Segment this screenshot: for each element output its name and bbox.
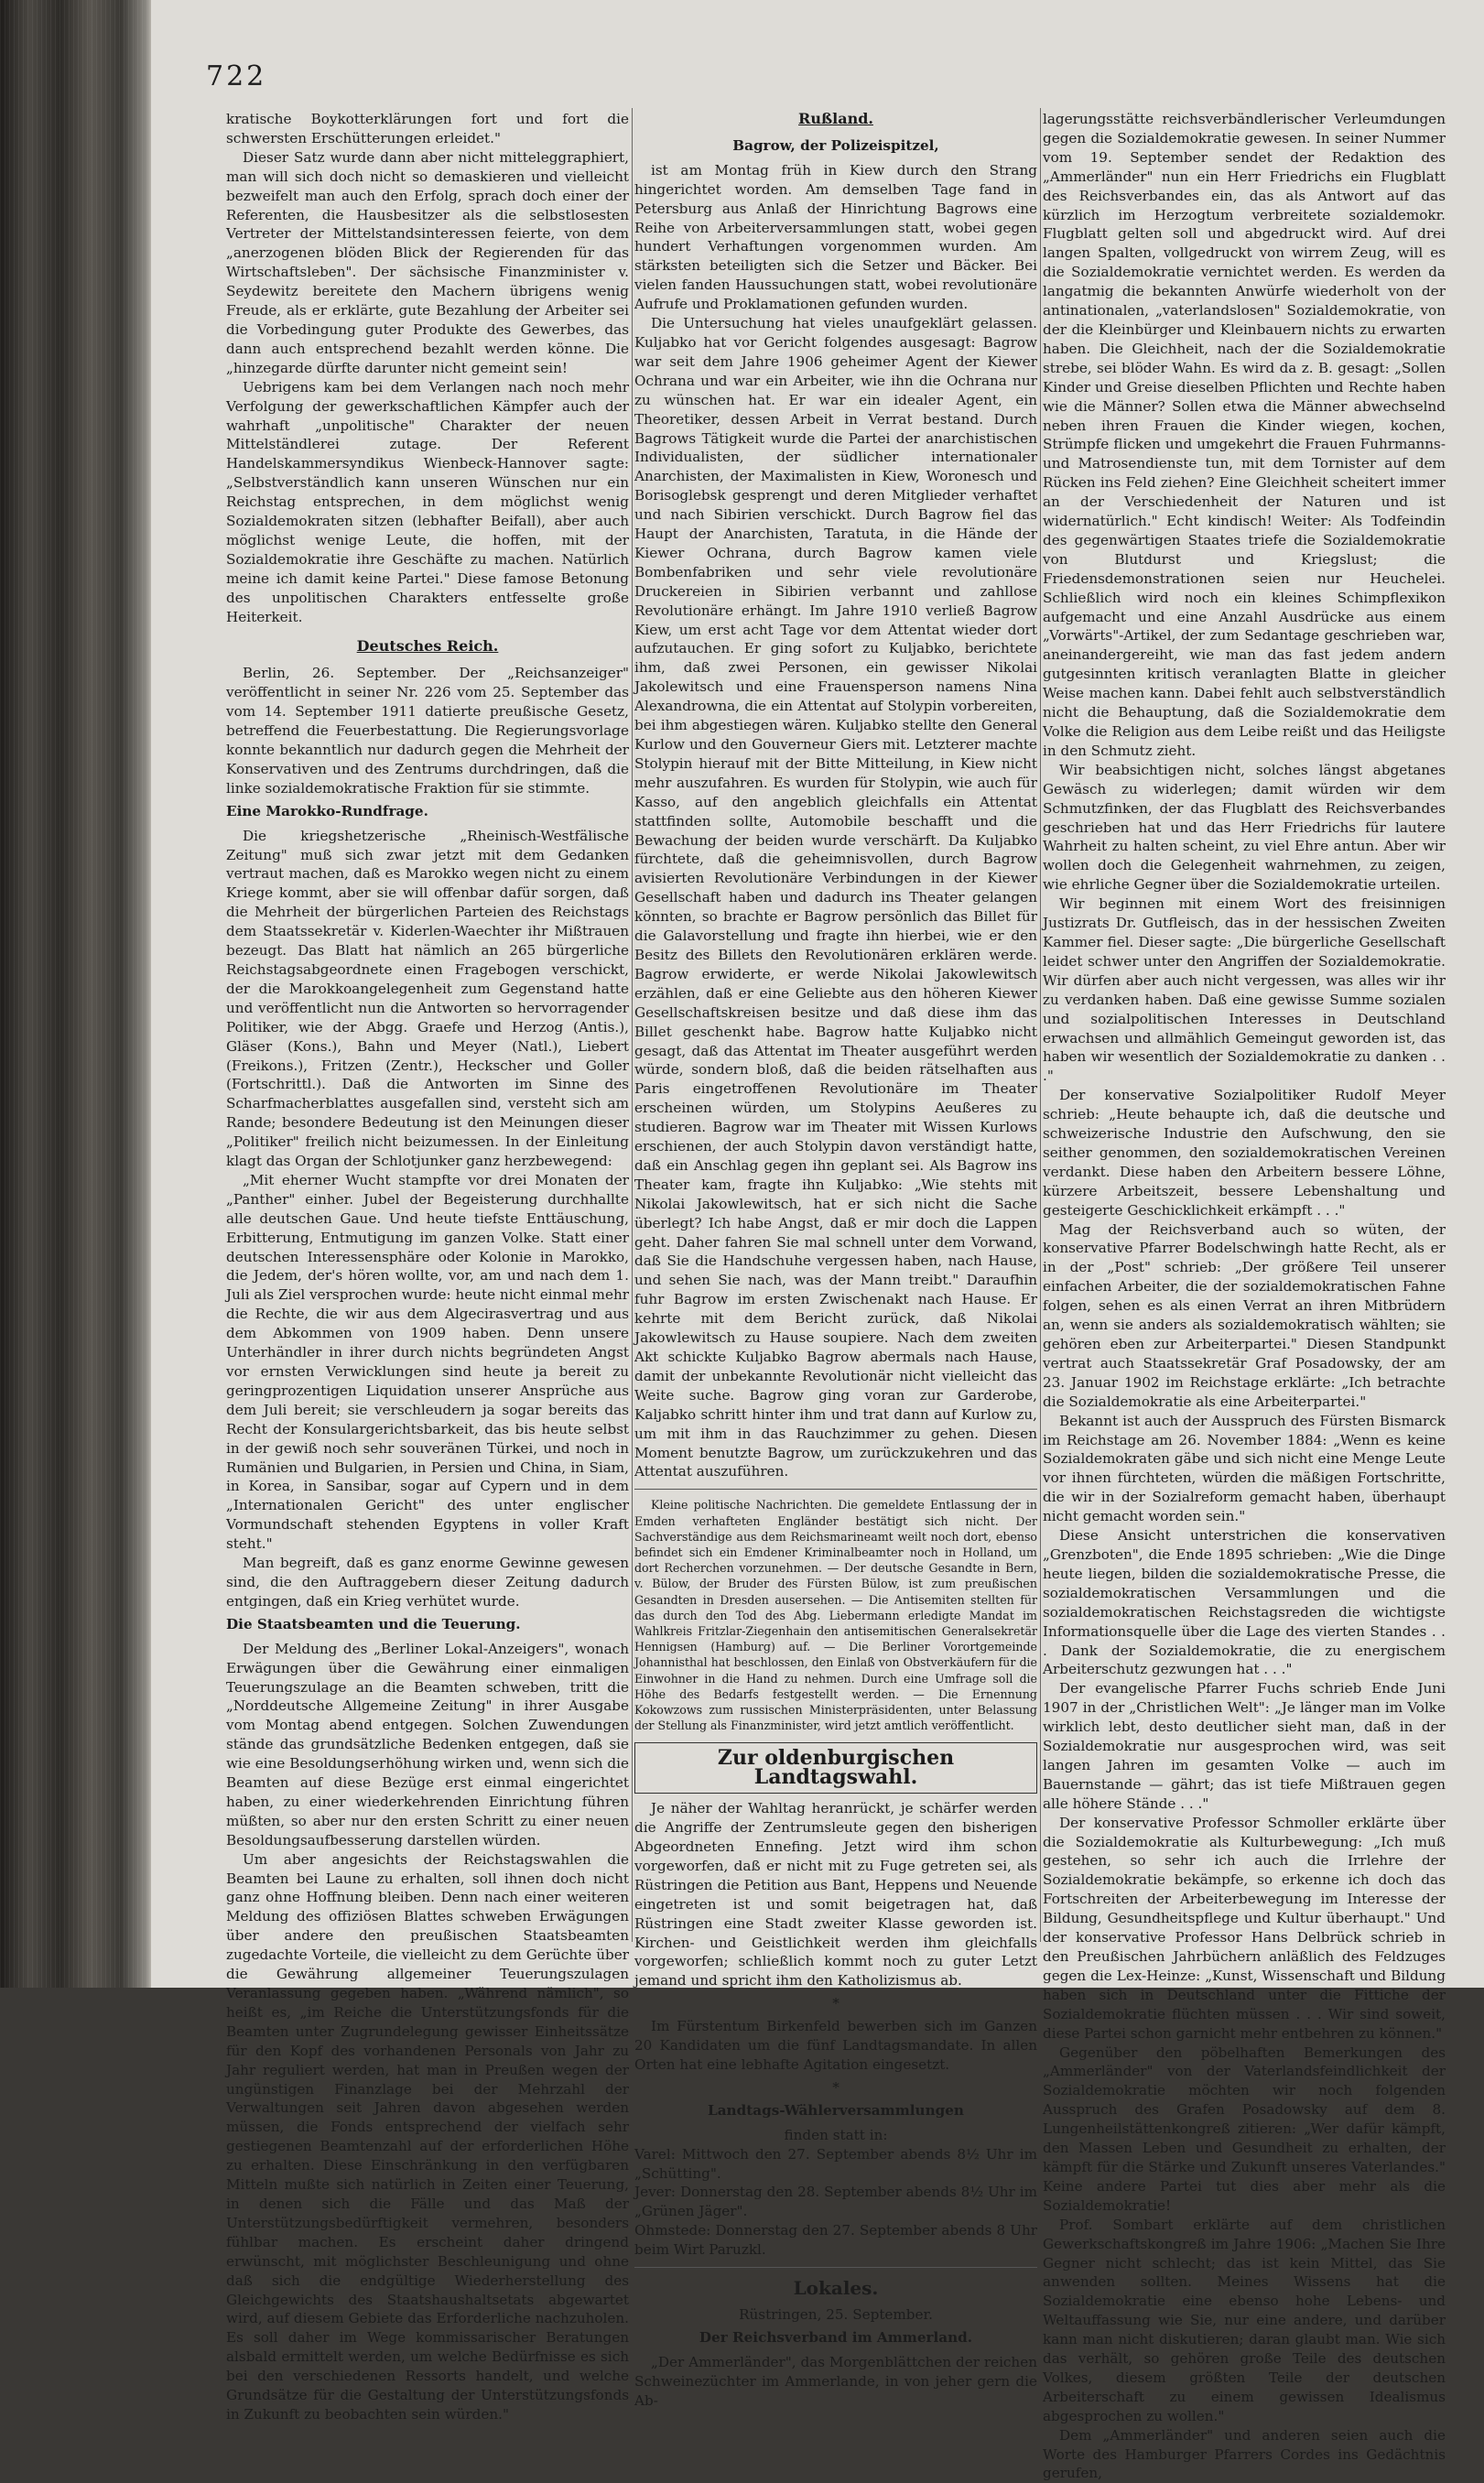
newspaper-page <box>151 0 1484 2482</box>
separator <box>634 2267 1037 2268</box>
small-news: Kleine politische Nachrichten. Die gemeldete Entlassung der in Emden verhafteten Engländer bestätigt sich nicht. Der Sachverständige aus dem Reichsmarineamt weilt noch dort, ebenso befindet sich ein Emdener Kriminalbeamter noch in Holland, um dort Recherchen vorzunehmen. — Der deutsche Gesandte in Bern, v. Bülow, der Bruder des Fürsten Bülow, ist zum preußischen Gesandten in Dresden ausersehen. — Die Antisemiten stellten für das durch den Tod des Abg. Liebermann erledigte Mandat im Wahlkreis Fritzlar-Ziegenhain den antisemitischen Generalsekretär Hennigsen (Hamburg) auf. — Die Berliner Vorortgemeinde Johannisthal hat beschlossen, den Einlaß von Obstverkäufern für die Einwohner in die Hand zu nehmen. Durch eine Umfrage soll die Höhe des Bedarfs festgestellt werden. — Die Ernennung Kokowzows zum russischen Ministerpräsidenten, unter Belassung der Stellung als Finanzminister, wird jetzt amtlich veröffentlicht. <box>634 1498 1037 1733</box>
paragraph: Dieser Satz wurde dann aber nicht mitteleggraphiert, man will sich doch nicht so demaskieren und vielleicht bezweifelt man auch den Erfolg, sprach doch einer der Referenten, die Hausbesitzer als die selbstlosesten Vertreter der Mittelstandsinteressen feierte, von dem „anerzogenen blöden Blick der Regierenden für das Wirtschaftsleben". Der sächsische Finanzminister v. Seydewitz bereitete den Machern übrigens wenig Freude, als er erklärte, gute Bezahlung der Arbeiter sei die Vorbedingung guter Produkte des Gewerbes, das dann auch entsprechend bezahlt werden könne. Die „hinzegarde dürfte darunter nicht gemeint sein! <box>226 148 629 376</box>
page-number: 722 <box>206 60 267 92</box>
paragraph: ist am Montag früh in Kiew durch den Strang hingerichtet worden. Am demselben Tage fand in Petersburg aus Anlaß der Hinrichtung Bagrows eine Reihe von Arbeiterversammlungen statt, wobei gegen hundert Verhaftungen vorgenommen wurden. Am stärksten beteiligten sich die Setzer und Bäcker. Bei vielen fanden Haussuchungen statt, wobei revolutionäre Aufrufe und Proklamationen gefunden wurden. <box>634 161 1037 313</box>
paragraph: Uebrigens kam bei dem Verlangen nach noch mehr Verfolgung der gewerkschaftlichen Kämpfer auch der wahrhaft „unpolitische" Charakter der neuen Mittelständlerei zutage. Der Referent Handelskammersyndikus Wienbeck-Hannover sagte: „Selbstverständlich kann unseren Wünschen nur ein Reichstag entsprechen, in dem möglichst wenig Sozialdemokraten sitzen (lebhafter Beifall), aber auch möglichst wenige Leute, die hoffen, mit der Sozialdemokratie ihre Geschäfte zu machen. Natürlich meine ich damit keine Partei." Diese famose Betonung des unpolitischen Charakters entfesselte große Heiterkeit. <box>226 378 629 625</box>
book-binding <box>0 0 151 1988</box>
meeting-entry: Varel: Mittwoch den 27. September abends 8½ Uhr im „Schütting". <box>634 2145 1037 2182</box>
dateline: Rüstringen, 25. September. <box>739 2305 933 2323</box>
separator <box>634 1489 1037 1490</box>
paragraph: Um aber angesichts der Reichstagswahlen die Beamten bei Laune zu erhalten, soll ihnen doch nicht ganz ohne Hoffnung bleiben. Denn nach einer weiteren Meldung des offiziösen Blattes schweben Erwägungen über andere den preußischen Staatsbeamten zugedachte Vorteile, die vielleicht zu dem Gerüchte über die Gewährung allgemeiner Teuerungszulagen Veranlassung gegeben haben. „Während nämlich", so heißt es, „im Reiche die Unterstützungsfonds für die Beamten unter Zugrundelegung gewisser Einheitssätze für den Kopf des vorhandenen Personals von Jahr zu Jahr reguliert werden, hat man in Preußen wegen der ungünstigen Finanzlage bei der Mehrzahl der Verwaltungen seit Jahren davon abgesehen werden müssen, die Fonds entsprechend der vielfach sehr gestiegenen Beamtenzahl auf der erforderlichen Höhe zu erhalten. Diese Einschränkung in den verfügbaren Mitteln mußte sich natürlich in Zeiten einer Teuerung, in denen sich die Fälle und das Maß der Unterstützungsbedürftigkeit vermehren, besonders fühlbar machen. Es erscheint daher dringend erwünscht, mit möglichster Beschleunigung und ohne daß sich die endgültige Wiederherstellung des Gleichgewichts des Staatshaushaltsetats abgewartet wird, auf diesem Gebiete das Erforderliche nachzuholen. Es soll daher im Wege kommissarischer Beratungen alsbald ermittelt werden, um welche Bedürfnisse es sich bei den verschiedenen Ressorts handelt, und welche Grundsätze für die Gestaltung der Unterstützungsfonds in Zukunft zu beobachten sein würden." <box>226 1850 629 2423</box>
quote-paragraph: „Mit eherner Wucht stampfte vor drei Monaten der „Panther" einher. Jubel der Begeisterung durchhallte alle deutschen Gaue. Und heute tiefste Enttäuschung, Erbitterung, Entmutigung im ganzen Volke. Statt einer deutschen Interessensphäre oder Kolonie in Marokko, die Jedem, der's hören wollte, vor, am und nach dem 1. Juli als Ziel versprochen wurde: heute nicht einmal mehr die Rechte, die wir aus dem Algecirasvertrag und aus dem Abkommen von 1909 haben. Denn unsere Unterhändler in ihrer durch nichts begründeten Angst vor ernsten Verwicklungen sind heute ja bereit zu geringprozentigen Liquidation unserer Ansprüche aus dem Juli bereit; sie verschleudern ja sogar bereits das Recht der Konsulargerichtsbarkeit, das bis heute selbst in der gewiß noch sehr souveränen Türkei, und noch in Rumänien und Bulgarien, in Persien und China, in Siam, in Korea, in Sansibar, sogar auf Cypern und in dem „Internationalen Gericht" des unter englischer Vormundschaft stehenden Egyptens in voller Kraft steht." <box>226 1171 629 1553</box>
paragraph: lagerungsstätte reichsverbändlerischer Verleumdungen gegen die Sozialdemokratie gewesen. In seiner Nummer vom 19. September sendet der Redaktion des „Ammerländer" nun ein Herr Friedrichs ein Flugblatt des Reichsverbandes ein, das als Antwort auf das kürzlich im Herzogtum verbreitete sozialdemokr. Flugblatt gelten soll und abgedruckt wird. Auf drei langen Spalten, vollgedruckt von wirrem Zeug, will es die Sozialdemokratie vernichtet werden. Es werden da langatmig die bekannten Anwürfe wiederholt von der antinationalen, „vaterlandslosen" Sozialdemokratie, von der die Kleinbürger und Kleinbauern nichts zu erwarten haben. Die Gleichheit, nach der die Sozialdemokratie strebe, sei blöder Wahn. Es wird da z. B. gesagt: „Sollen Kinder und Greise dieselben Pflichten und Rechte haben wie die Männer? Sollen etwa die Männer abwechselnd neben ihren Frauen die Kinder wiegen, kochen, Strümpfe flicken und umgekehrt die Frauen Fuhrmanns- und Matrosendienste tun, mit dem Tornister auf dem Rücken ins Feld ziehen? Eine Gleichheit scheitert immer an der Verschiedenheit der Naturen und ist widernatürlich." Echt kindisch! Weiter: Als Todfeindin des gegenwärtigen Staates triefe die Sozialdemokratie von Blutdurst und Kriegslust; die Friedensdemonstrationen seien nur Heuchelei. Schließlich wird noch ein kleines Schimpflexikon aufgemacht und eine Anzahl Ausdrücke aus einem „Vorwärts"-Artikel, der zum Sedantage geschrieben war, aneinandergereiht, wie man das fast jedem andern gutgesinnten kritisch veranlagten Blatte in gleicher Weise machen kann. Dabei fehlt auch selbstverständlich nicht die Behauptung, daß die Sozialdemokratie dem Volke die Religion aus dem Leibe reißt und das Heiligste in den Schmutz zieht. <box>1043 111 1446 759</box>
column-right <box>1043 110 1446 2482</box>
paragraph: Man begreift, daß es ganz enorme Gewinne gewesen sind, die den Auftraggebern dieser Zeitung dadurch entgingen, daß ein Krieg verhütet wurde. <box>226 1555 629 1610</box>
paragraph: Berlin, 26. September. Der „Reichsanzeiger" veröffentlicht in seiner Nr. 226 vom 25. September das vom 14. September 1911 datierte preußische Gesetz, betreffend die Feuerbestattung. Die Regierungsvorlage konnte bekanntlich nur dadurch gegen die Mehrheit der Konservativen und des Zentrums durchdringen, daß die linke sozialdemokratische Fraktion für sie stimmte. <box>226 665 629 797</box>
article-heading: Die Staatsbeamten und die Teuerung. <box>226 1615 521 1632</box>
paragraph: Die kriegshetzerische „Rheinisch-Westfälische Zeitung" muß sich zwar jetzt mit dem Gedanken vertraut machen, daß es Marokko wegen nicht zu einem Kriege kommt, aber sie will offenbar dafür sorgen, daß die Mehrheit der bürgerlichen Parteien des Reichstags dem Staatssekretär v. Kiderlen-Waechter ihr Mißtrauen bezeugt. Das Blatt hat nämlich an 265 bürgerliche Reichstagsabgeordnete einen Fragebogen verschickt, der die Marokkoangelegenheit zum Gegenstand hatte und veröffentlicht nun die Antworten so hervorragender Politiker, wie der Abgg. Graefe und Herzog (Antis.), Gläser (Kons.), Bahn und Meyer (Natl.), Liebert (Freikons.), Fritzen (Zentr.), Heckscher und Goller (Fortschrittl.). Daß die Antworten im Sinne des Scharfmacherblattes ausgefallen sind, versteht sich am Rande; besondere Bedeutung ist den Meinungen dieser „Politiker" freilich nicht beizumessen. In der Einleitung klagt das Organ der Schlotjunker ganz herzbewegend: <box>226 827 629 1170</box>
article-heading: Bagrow, der Polizeispitzel, <box>732 136 939 154</box>
paragraph: „Der Ammerländer", das Morgenblättchen der reichen Schweinezüchter im Ammerlande, in von jeher gern die Ab- <box>634 2353 1037 2409</box>
paragraph: Die Untersuchung hat vieles unaufgeklärt gelassen. Kuljabko hat vor Gericht folgendes ausgesagt: Bagrow war seit dem Jahre 1906 geheimer Agent der Kiewer Ochrana und war ein Arbeiter, wie ihn die Ochrana nur zu wünschen hat. Er war ein idealer Agent, ein Theoretiker, dessen Arbeit in Verrat bestand. Durch Bagrows Tätigkeit wurde die Partei der anarchistischen Individualisten, der südlicher internationaler Anarchisten, der Maximalisten in Kiew, Woronesch und Borisoglebsk gesprengt und deren Mitglieder verhaftet und nach Sibirien verschickt. Durch Bagrow fiel das Haupt der Anarchisten, Taratuta, in die Hände der Kiewer Ochrana, durch Bagrow kamen viele Bombenfabriken und sehr viele revolutionäre Druckereien in Sibirien verbannt und zahllose Revolutionäre erhängt. Im Jahre 1910 verließ Bagrow Kiew, um erst acht Tage vor dem Attentat wieder dort aufzutauchen. Er ging sofort zu Kuljabko, berichtete ihm, daß zwei Personen, ein gewisser Nikolai Jakolewitsch und eine Frauensperson namens Nina Alexandrowna, die ein Attentat auf Stolypin vorbereiten, bei ihm abgestiegen wären. Kuljabko stellte den General Kurlow und den Gouverneur Giers mit. Letzterer machte Stolypin hierauf mit der Bitte Mitteilung, in Kiew nicht mehr auszufahren. Es wurden für Stolypin, wie auch für Kasso, auf den angeblich gleichfalls ein Attentat stattfinden sollte, Automobile beschafft und die Bewachung der beiden wurde verschärft. Da Kuljabko fürchtete, daß die geheimnisvollen, durch Bagrow avisierten Revolutionäre Verbindungen in der Kiewer Gesellschaft haben und dadurch ins Theater gelangen könnten, so brachte er Bagrow persönlich das Billet für die Galavorstellung und fragte ihn hierbei, wie er den Besitz des Billets den Revolutionären erklären werde. Bagrow erwiderte, er werde Nikolai Jakowlewitsch erzählen, daß er eine Geliebte aus den höheren Kiewer Gesellschaftskreisen besitze und daß diese ihm das Billet geschenkt habe. Bagrow hatte Kuljabko nicht gesagt, daß das Attentat im Theater ausgeführt werden würde, sondern bloß, daß die beiden rätselhaften aus Paris eingetroffenen Revolutionäre im Theater erscheinen würden, um Stolypins Aeußeres zu studieren. Bagrow war im Theater mit Wissen Kurlows erschienen, der auch Stolypin davon verständigt hatte, daß ein Anschlag gegen ihn geplant sei. Als Bagrow ins Theater kam, fragte ihn Kuljabko: „Wie stehts mit Nikolai Jakowlewitsch, hat er sich nicht die Sache überlegt? Ich habe Angst, daß er mir doch die Lappen geht. Daher fahren Sie mal schnell unter dem Vorwand, daß Sie die Handschuhe vergessen haben, nach Hause, und sehen Sie nach, was der Mann treibt." Daraufhin fuhr Bagrow im ersten Zwischenakt nach Hause. Er kehrte mit dem Bericht zurück, daß Nikolai Jakowlewitsch zu Hause soupiere. Nach dem zweiten Akt schickte Kuljabko Bagrow abermals nach Hause, damit der unbekannte Revolutionär nicht vielleicht das Weite suche. Bagrow ging voran zur Garderobe, Kaljabko schritt hinter ihm und trat dann auf Kurlow zu, um mit ihm in das Rauchzimmer zu gehen. Diesen Moment benutzte Bagrow, um zurückzukehren und das Attentat auszuführen. <box>634 315 1037 1480</box>
article-heading: Der Reichsverband im Ammerland. <box>699 2328 973 2346</box>
paragraph: Der konservative Sozialpolitiker Rudolf Meyer schrieb: „Heute behaupte ich, daß die deutsche und schweizerische Industrie den Aufschwung, den sie seither genommen, den sozialdemokratischen Vereinen verdankt. Diese haben den Arbeitern bessere Löhne, kürzere Arbeitszeit, bessere Lebenshaltung und gesteigerte Geschicklichkeit erkämpft . . ." <box>1043 1087 1446 1219</box>
paragraph: Dem „Ammerländer" und anderen seien auch die Worte des Hamburger Pfarrers Cordes ins Gedächtnis gerufen, <box>1043 2426 1446 2482</box>
paragraph: Wir beabsichtigen nicht, solches längst abgetanes Gewäsch zu widerlegen; damit würden wir dem Schmutzfinken, der das Flugblatt des Reichsverbandes geschrieben hat und das Herr Friedrichs für lautere Wahrheit zu halten scheint, zu viel Ehre antun. Aber wir wollen doch die Gelegenheit wahrnehmen, zu zeigen, wie ehrliche Gegner über die Sozialdemokratie urteilen. <box>1043 761 1446 894</box>
paragraph: Mag der Reichsverband auch so wüten, der konservative Pfarrer Bodelschwingh hatte Recht, als er in der „Post" schrieb: „Der größere Teil unserer einfachen Arbeiter, die der sozialdemokratischen Fahne folgen, sehen es als einen Verrat an ihren Mitbrüdern an, wenn sie anders als sozialdemokratisch wählten; sie gehören eben zur Arbeiterpartei." Diesen Standpunkt vertrat auch Staatssekretär Graf Posadowsky, der am 23. Januar 1902 im Reichstage erklärte: „Ich betrachte die Sozialdemokratie als eine Arbeiterpartei." <box>1043 1220 1446 1410</box>
meeting-entry: Jever: Donnerstag den 28. September abends 8½ Uhr im „Grünen Jäger". <box>634 2184 1037 2220</box>
paragraph: Im Fürstentum Birkenfeld bewerben sich im Ganzen 20 Kandidaten um die fünf Landtagsmandate. In allen Orten hat eine lebhafte Agitation eingesetzt. <box>634 2018 1037 2073</box>
paragraph: Der evangelische Pfarrer Fuchs schrieb Ende Juni 1907 in der „Christlichen Welt": „Je länger man im Volke wirklich lebt, desto deutlicher sieht man, daß in der Sozialdemokratie nur ausgesprochen wird, was seit langen Jahren im gesamten Volke — auch im Bauernstande — gährt; das ist tiefe Mißtrauen gegen alle höhere Stände . . ." <box>1043 1680 1446 1812</box>
paragraph: Der konservative Professor Schmoller erklärte über die Sozialdemokratie als Kulturbewegung: „Ich muß gestehen, so sehr ich auch die Irrlehre der Sozialdemokratie bekämpfe, so erkenne ich doch das Fortschreiten der Arbeiterbewegung im Interesse der Bildung, Gesundheitspflege und Kultur überhaupt." Und der konservative Professor Hans Delbrück schrieb in den Preußischen Jahrbüchern anläßlich des Feldzuges gegen die Lex-Heinze: „Kunst, Wissenschaft und Bildung haben sich in Deutschland unter die Fittiche der Sozialdemokratie flüchten müssen . . . Wir sind soweit, diese Partei schon garnicht mehr entbehren zu können." <box>1043 1814 1446 2042</box>
section-heading-russland: Rußland. <box>798 110 873 127</box>
section-heading-lokales: Lokales. <box>793 2277 879 2300</box>
binding-texture <box>0 0 151 1988</box>
separator-star: * <box>832 2078 839 2096</box>
column-middle <box>634 110 1037 2409</box>
paragraph: Diese Ansicht unterstrichen die konservativen „Grenzboten", die Ende 1895 schrieben: „Wie die Dinge heute liegen, bilden die sozialdemokratische Presse, die sozialdemokratischen Versammlungen und die sozialdemokratischen Reichstagsreden die wichtigste Informationsquelle über die Lage des vierten Standes . . . Dank der Sozialdemokratie, die zu energischem Arbeiterschutz gezwungen hat . . ." <box>1043 1527 1446 1678</box>
column-rule <box>1040 108 1041 1942</box>
subline: finden statt in: <box>784 2126 888 2143</box>
meeting-entry: Ohmstede: Donnerstag den 27. September abends 8 Uhr beim Wirt Paruzkl. <box>634 2222 1037 2259</box>
separator-star: * <box>832 1995 839 2012</box>
paragraph: Der Meldung des „Berliner Lokal-Anzeigers", wonach Erwägungen über die Gewährung einer einmaligen Teuerungszulage an die Beamten schweben, tritt die „Norddeutsche Allgemeine Zeitung" in ihrer Ausgabe vom Montag abend entgegen. Solchen Zuwendungen stände das grundsätzliche Bedenken entgegen, daß sie wie eine Besoldungserhöhung wirken und, wenn sich die Beamten auf diese Bezüge erst einmal eingerichtet haben, zu einer wiederkehrenden Einrichtung führen müßten, so aber nur den ersten Schritt zu einer neuen Besoldungsaufbesserung darstellen würden. <box>226 1640 629 1849</box>
paragraph: Wir beginnen mit einem Wort des freisinnigen Justizrats Dr. Gutfleisch, das in der hessischen Zweiten Kammer fiel. Dieser sagte: „Die bürgerliche Gesellschaft leidet schwer unter den Angriffen der Sozialdemokratie. Wir dürfen aber auch nicht vergessen, was alles wir ihr zu verdanken haben. Daß eine gewisse Summe sozialen und sozialpolitischen Interesses in Deutschland erwachsen und allmählich Gemeingut geworden ist, das haben wir wesentlich der Sozialdemokratie zu danken . . ." <box>1043 895 1446 1085</box>
boxed-heading: Zur oldenburgischen Landtagswahl. <box>634 1742 1037 1794</box>
paragraph: Prof. Sombart erklärte auf dem christlichen Gewerkschaftskongreß im Jahre 1906: „Machen Sie Ihre Gegner nicht schlecht; das ist kein Mittel, das Sie anwenden sollten. Meines Wissens hat die Sozialdemokratie eine ebenso hohe Lebens- und Weltauffassung wie Sie, nur eine andere, und darüber kann man nicht diskutieren; daran glaubt man. Wie sich das verhält, so gehören große Teile des deutschen Volkes, diesem größten Teile der deutschen Arbeiterschaft zu einem gewissen Idealismus abgesprochen zu wollen." <box>1043 2216 1446 2424</box>
paragraph: kratische Boykotterklärungen fort und fort die schwersten Erschütterungen erleidet." <box>226 111 629 146</box>
section-heading-deutsches-reich: Deutsches Reich. <box>356 637 499 656</box>
article-heading: Landtags-Wählerversammlungen <box>708 2101 964 2119</box>
column-rule <box>632 108 633 1942</box>
paragraph: Bekannt ist auch der Ausspruch des Fürsten Bismarck im Reichstage am 26. November 1884: „Wenn es keine Sozialdemokraten gäbe und sich nicht eine Menge Leute vor ihnen fürchteten, würden die mäßigen Fortschritte, die wir in der Sozialreform gemacht haben, überhaupt nicht gemacht worden sein." <box>1043 1412 1446 1525</box>
article-heading: Eine Marokko-Rundfrage. <box>226 802 428 819</box>
column-left <box>226 110 629 2423</box>
paragraph: Gegenüber den pöbelhaften Bemerkungen des „Ammerländer" von der Vaterlandsfeindlichkeit der Sozialdemokratie möchten wir noch folgenden Ausspruch des Grafen Posadowsky auf dem 8. Lungenheilstättenkongreß zitieren: „Wer dafür kämpft, den Massen Leben und Gesundheit zu erhalten, der kämpft für die Stärke und Zukunft unseres Vaterlandes." Keine andere Partei tut dies aber mehr als die Sozialdemokratie! <box>1043 2044 1446 2214</box>
paragraph: Je näher der Wahltag heranrückt, je schärfer werden die Angriffe der Zentrumsleute gegen den bisherigen Abgeordneten Ennefing. Jetzt wird ihm schon vorgeworfen, daß er nicht mit zu Fuge getreten sei, als Rüstringen die Petition aus Bant, Heppens und Neuende eingetreten ist und somit beigetragen hat, daß Rüstringen eine Stadt zweiter Klasse geworden ist. Kirchen- und Geistlichkeit werden ihm gleichfalls vorgeworfen; schließlich kommt noch zu guter Letzt jemand und spricht ihm den Katholizismus ab. <box>634 1800 1037 1990</box>
